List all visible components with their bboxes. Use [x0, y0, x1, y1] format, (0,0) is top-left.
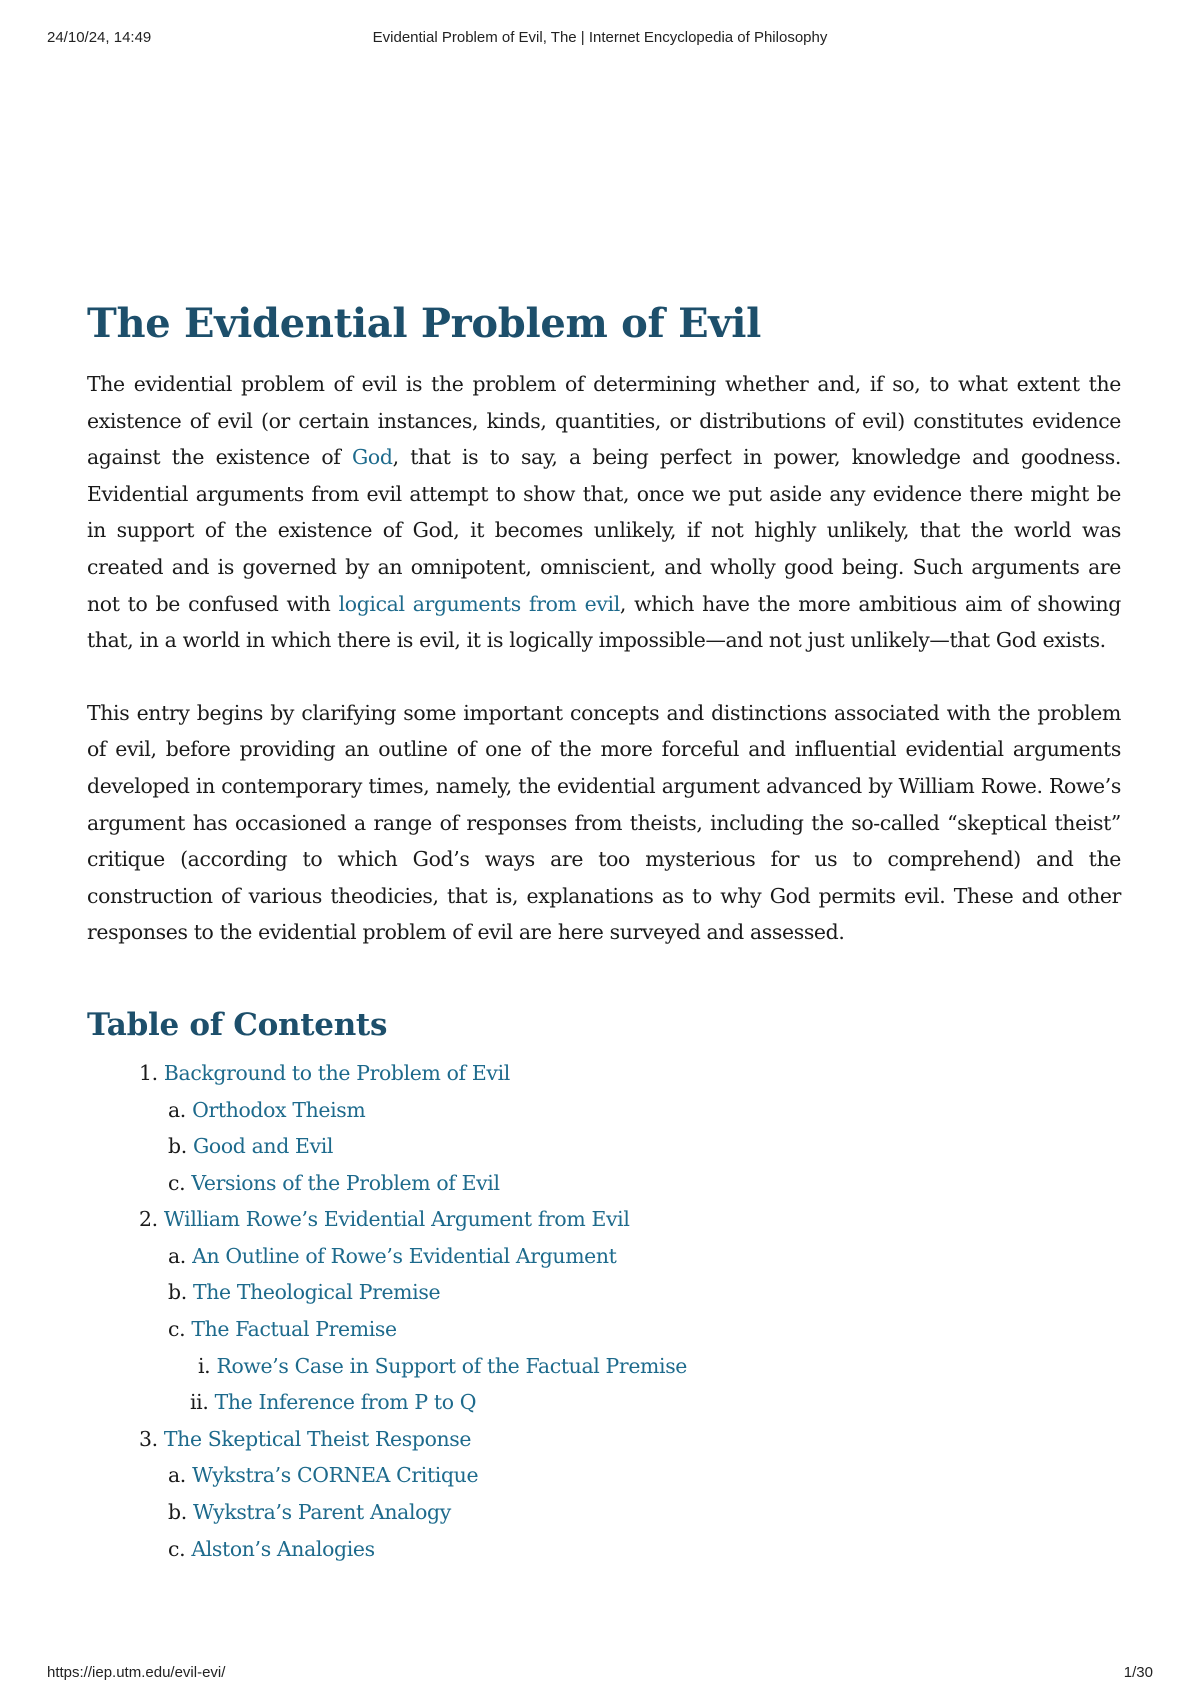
toc-item-2ci: [87, 1348, 1121, 1385]
toc-link-factual-premise[interactable]: The Factual Premise: [191, 1317, 397, 1342]
intro-1-text-b: , that is to say, a being perfect in power, knowledge and goodness. Evidential arguments from evil attempt to show that, once we put aside any evidence there might be in support of the existence of God, it becomes unlikely, if not highly unlikely, that the world was created and is governed by an omnipotent, omniscient, and wholly good being. Such arguments are not to be confused with: [87, 445, 1121, 616]
toc-item-3c: [87, 1531, 1121, 1568]
toc-link-theological-premise[interactable]: The Theological Premise: [192, 1280, 441, 1305]
toc-link-rowe-argument[interactable]: William Rowe’s Evidential Argument from Evil: [163, 1207, 630, 1232]
toc-link-cornea[interactable]: Wykstra’s CORNEA Critique: [192, 1463, 479, 1488]
toc-link-outline[interactable]: An Outline of Rowe’s Evidential Argument: [192, 1243, 617, 1268]
toc-link-alston-analogies[interactable]: Alston’s Analogies: [191, 1536, 375, 1561]
toc-item-3a: [87, 1457, 1121, 1494]
toc-item-2a: [87, 1238, 1121, 1275]
toc-link-orthodox-theism[interactable]: Orthodox Theism: [192, 1097, 366, 1122]
toc-number: 1.: [139, 1060, 158, 1085]
toc-link-skeptical-theist[interactable]: The Skeptical Theist Response: [163, 1426, 472, 1451]
toc-item-3b: [87, 1494, 1121, 1531]
toc-number: c.: [168, 1317, 186, 1342]
toc-number: i.: [198, 1353, 211, 1378]
toc-item-1b: [87, 1128, 1121, 1165]
toc-link-parent-analogy[interactable]: Wykstra’s Parent Analogy: [192, 1500, 451, 1525]
toc-item-2cii: [87, 1384, 1121, 1421]
intro-paragraph-2: This entry begins by clarifying some important concepts and distinctions associated with the problem of evil, before providing an outline of one of the more forceful and influential evidential arguments developed in contemporary times, namely, the evidential argument advanced by William Rowe. Rowe’s argument has occasioned a range of responses from theists, including the so-called “skeptical theist” critique (according to which God’s ways are too mysterious for us to comprehend) and the construction of various theodicies, that is, explanations as to why God permits evil. These and other responses to the evidential problem of evil are here surveyed and assessed.: [87, 700, 1121, 945]
toc-item-2b: [87, 1274, 1121, 1311]
toc-number: 2.: [139, 1207, 158, 1232]
table-of-contents: [87, 1055, 1121, 1567]
toc-number: b.: [168, 1500, 187, 1525]
article: [87, 296, 1121, 1567]
toc-item-3: [87, 1421, 1121, 1458]
print-page-title: Evidential Problem of Evil, The | Internet Encyclopedia of Philosophy: [372, 29, 828, 46]
print-header: [47, 29, 1153, 51]
intro-1-text-a: The evidential problem of evil is the problem of determining whether and, if so, to what extent the existence of evil (or certain instances, kinds, quantities, or distributions of evil) constitutes evidence against the existence of: [87, 372, 1121, 470]
toc-number: a.: [168, 1243, 186, 1268]
intro-paragraph-1: [87, 366, 1121, 659]
toc-number: a.: [168, 1463, 186, 1488]
print-url: https://iep.utm.edu/evil-evi/: [47, 1664, 226, 1681]
toc-link-rowe-case[interactable]: Rowe’s Case in Support of the Factual Premise: [216, 1353, 688, 1378]
toc-number: c.: [168, 1170, 186, 1195]
link-god[interactable]: God: [351, 445, 393, 470]
toc-link-versions[interactable]: Versions of the Problem of Evil: [191, 1170, 500, 1195]
toc-number: ii.: [190, 1390, 209, 1415]
toc-link-inference[interactable]: The Inference from P to Q: [214, 1390, 477, 1415]
page-number: 1/30: [1123, 1664, 1153, 1681]
toc-heading: Table of Contents: [87, 1006, 388, 1043]
link-logical-arguments[interactable]: logical arguments from evil: [338, 591, 620, 616]
toc-item-2: [87, 1201, 1121, 1238]
toc-item-2c: [87, 1311, 1121, 1348]
toc-number: a.: [168, 1097, 186, 1122]
toc-link-background[interactable]: Background to the Problem of Evil: [163, 1060, 510, 1085]
article-title: The Evidential Problem of Evil: [87, 300, 761, 347]
toc-number: b.: [168, 1280, 187, 1305]
toc-number: 3.: [139, 1426, 158, 1451]
toc-number: b.: [168, 1134, 187, 1159]
toc-item-1c: [87, 1165, 1121, 1202]
toc-item-1: [87, 1055, 1121, 1092]
toc-number: c.: [168, 1536, 186, 1561]
intro-1-text-c: , which have the more ambitious aim of showing that, in a world in which there is evil, it is logically impossible—and not just unlikely—that God exists.: [87, 591, 1121, 653]
print-date: 24/10/24, 14:49: [47, 29, 152, 46]
toc-item-1a: [87, 1092, 1121, 1129]
print-footer: [47, 1664, 1153, 1686]
toc-link-good-and-evil[interactable]: Good and Evil: [192, 1134, 334, 1159]
